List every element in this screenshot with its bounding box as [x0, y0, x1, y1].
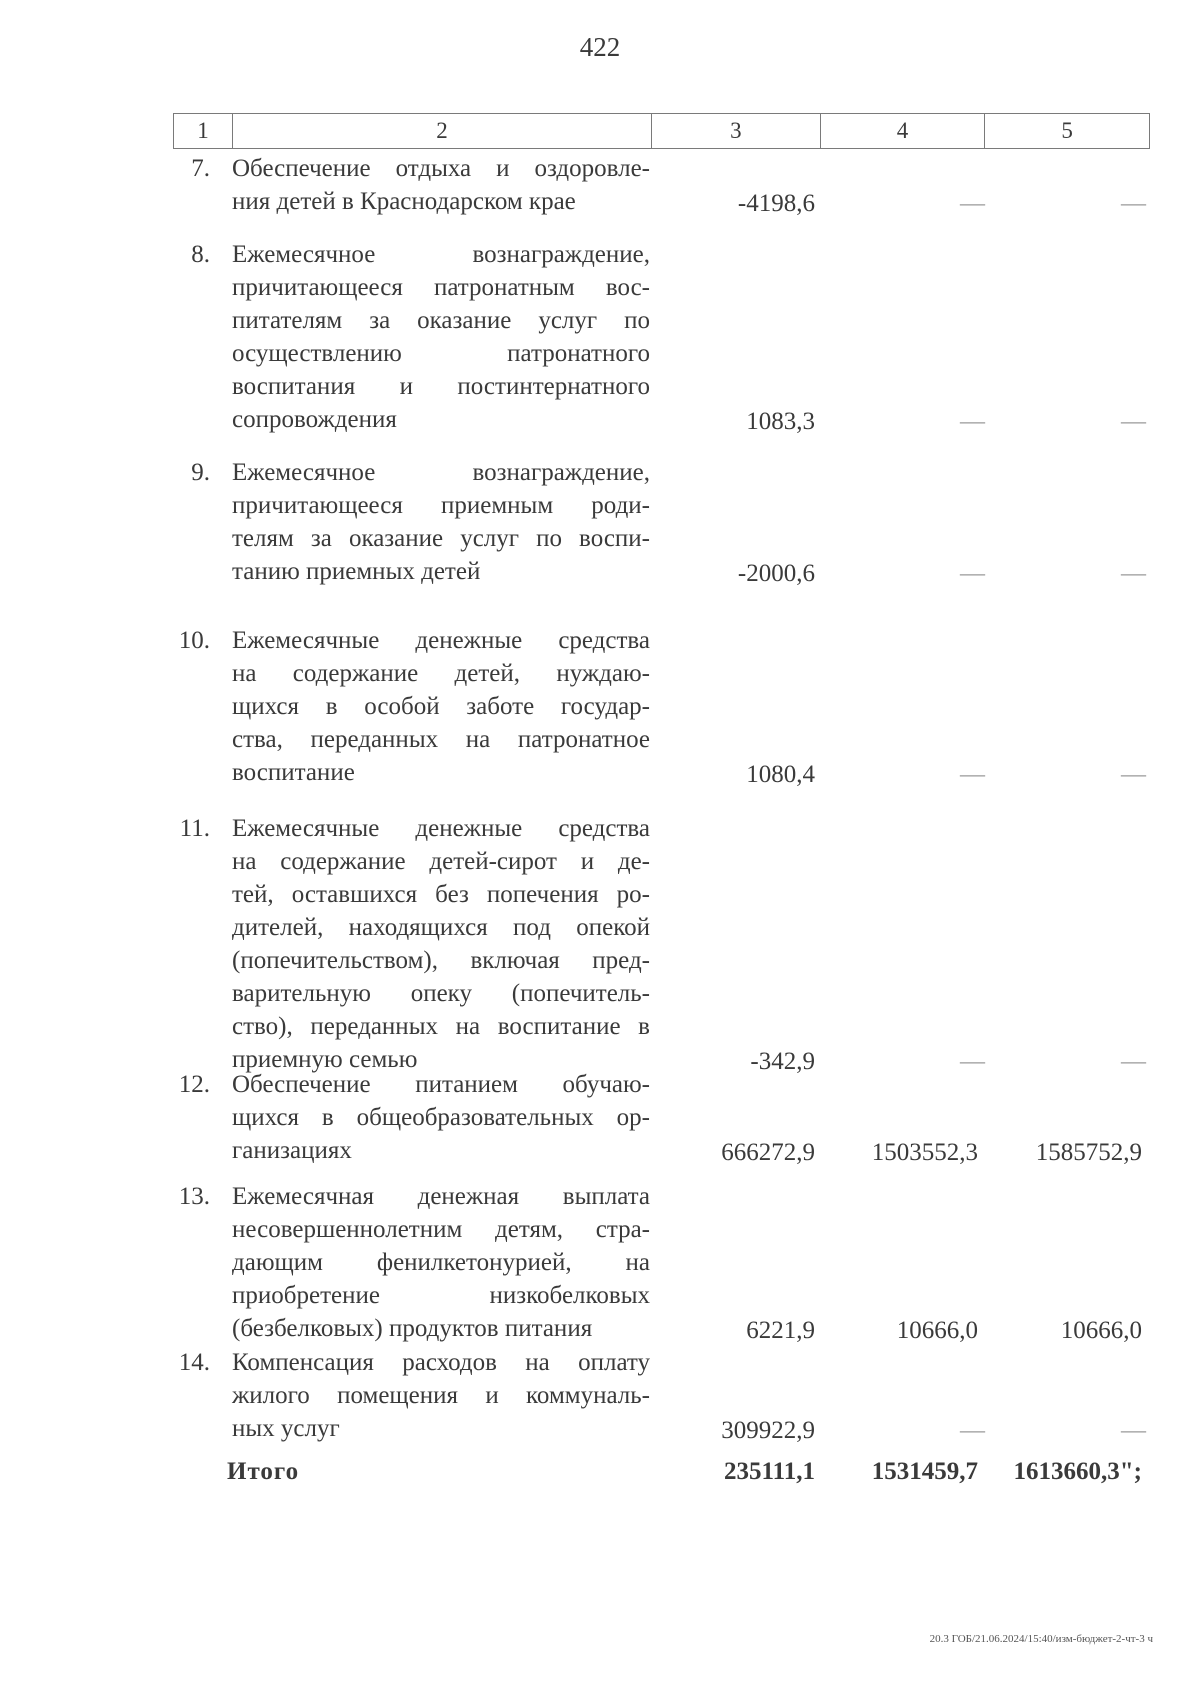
empty-dash-col-4: — — [960, 560, 985, 587]
empty-dash-col-5: — — [1121, 1048, 1146, 1075]
row-number: 12. — [178, 1071, 210, 1098]
description-line: варительную опеку (попечитель- — [232, 980, 650, 1007]
row-description — [232, 152, 650, 218]
row-number: 10. — [178, 627, 210, 654]
row-number: 9. — [191, 459, 210, 486]
description-line: Компенсация расходов на оплату — [232, 1349, 650, 1376]
row-number: 13. — [178, 1183, 210, 1210]
description-line: воспитания и постинтернатного — [232, 373, 650, 400]
table-header — [173, 113, 1150, 149]
row-description — [232, 812, 650, 1076]
total-value-col-3: 235111,1 — [724, 1458, 815, 1485]
total-label: Итого — [227, 1458, 300, 1485]
value-col-4: 10666,0 — [896, 1317, 978, 1344]
description-line: причитающееся патронатным вос- — [232, 274, 650, 301]
row-number: 7. — [191, 155, 210, 182]
description-line: ганизациях — [232, 1137, 352, 1164]
description-line: ство), переданных на воспитание в — [232, 1013, 650, 1040]
row-description — [232, 624, 650, 789]
description-line: приемную семью — [232, 1046, 418, 1073]
value-col-3: -2000,6 — [737, 560, 815, 587]
description-line: осуществлению патронатного — [232, 340, 650, 367]
empty-dash-col-4: — — [960, 408, 985, 435]
description-line: дающим фенилкетонурией, на — [232, 1249, 650, 1276]
description-line: Обеспечение отдыха и оздоровле- — [232, 155, 650, 182]
description-line: Ежемесячное вознаграждение, — [232, 459, 650, 486]
description-line: воспитание — [232, 759, 355, 786]
value-col-3: -4198,6 — [737, 190, 815, 217]
description-line: Ежемесячные денежные средства — [232, 627, 650, 654]
footer-stamp: 20.3 ГОБ/21.06.2024/15:40/изм-бюджет-2-чт-3 ч — [929, 1633, 1153, 1645]
value-col-3: -342,9 — [750, 1048, 815, 1075]
description-line: танию приемных детей — [232, 558, 481, 585]
description-line: ния детей в Краснодарском крае — [232, 188, 576, 215]
empty-dash-col-4: — — [960, 1417, 985, 1444]
value-col-4: 1503552,3 — [871, 1139, 978, 1166]
empty-dash-col-4: — — [960, 761, 985, 788]
empty-dash-col-5: — — [1121, 560, 1146, 587]
row-number: 11. — [179, 815, 210, 842]
description-line: причитающееся приемным роди- — [232, 492, 650, 519]
row-number: 8. — [191, 241, 210, 268]
description-line: на содержание детей-сирот и де- — [232, 848, 650, 875]
header-col-1: 1 — [174, 114, 233, 148]
row-description — [232, 238, 650, 436]
total-value-col-4: 1531459,7 — [871, 1458, 978, 1485]
description-line: щихся в общеобразовательных ор- — [232, 1104, 650, 1131]
description-line: Ежемесячная денежная выплата — [232, 1183, 650, 1210]
header-col-3: 3 — [652, 114, 821, 148]
description-line: на содержание детей, нуждаю- — [232, 660, 650, 687]
header-col-4: 4 — [821, 114, 986, 148]
total-value-col-5: 1613660,3"; — [1013, 1458, 1142, 1485]
value-col-3: 6221,9 — [746, 1317, 815, 1344]
row-description — [232, 1346, 650, 1445]
empty-dash-col-5: — — [1121, 190, 1146, 217]
value-col-3: 309922,9 — [721, 1417, 815, 1444]
header-col-5: 5 — [1061, 118, 1073, 143]
description-line: (безбелковых) продуктов питания — [232, 1315, 593, 1342]
empty-dash-col-4: — — [960, 1048, 985, 1075]
description-line: (попечительством), включая пред- — [232, 947, 650, 974]
empty-dash-col-5: — — [1121, 408, 1146, 435]
description-line: щихся в особой заботе государ- — [232, 693, 650, 720]
description-line: Обеспечение питанием обучаю- — [232, 1071, 650, 1098]
description-line: сопровождения — [232, 406, 397, 433]
description-line: ных услуг — [232, 1415, 340, 1442]
value-col-3: 666272,9 — [721, 1139, 815, 1166]
value-col-5: 1585752,9 — [1035, 1139, 1142, 1166]
page-number: 422 — [579, 32, 621, 62]
description-line: несовершеннолетним детям, стра- — [232, 1216, 650, 1243]
description-line: Ежемесячные денежные средства — [232, 815, 650, 842]
empty-dash-col-4: — — [960, 190, 985, 217]
description-line: дителей, находящихся под опекой — [232, 914, 650, 941]
row-number: 14. — [178, 1349, 210, 1376]
description-line: тей, оставшихся без попечения ро- — [232, 881, 650, 908]
empty-dash-col-5: — — [1121, 761, 1146, 788]
description-line: жилого помещения и коммуналь- — [232, 1382, 650, 1409]
description-line: телям за оказание услуг по воспи- — [232, 525, 650, 552]
value-col-3: 1080,4 — [746, 761, 815, 788]
description-line: Ежемесячное вознаграждение, — [232, 241, 650, 268]
row-description — [232, 1180, 650, 1345]
description-line: ства, переданных на патронатное — [232, 726, 650, 753]
value-col-5: 10666,0 — [1060, 1317, 1142, 1344]
description-line: приобретение низкобелковых — [232, 1282, 650, 1309]
empty-dash-col-5: — — [1121, 1417, 1146, 1444]
row-description — [232, 456, 650, 588]
row-description — [232, 1068, 650, 1167]
description-line: питателям за оказание услуг по — [232, 307, 650, 334]
header-col-2: 2 — [233, 114, 652, 148]
value-col-3: 1083,3 — [746, 408, 815, 435]
